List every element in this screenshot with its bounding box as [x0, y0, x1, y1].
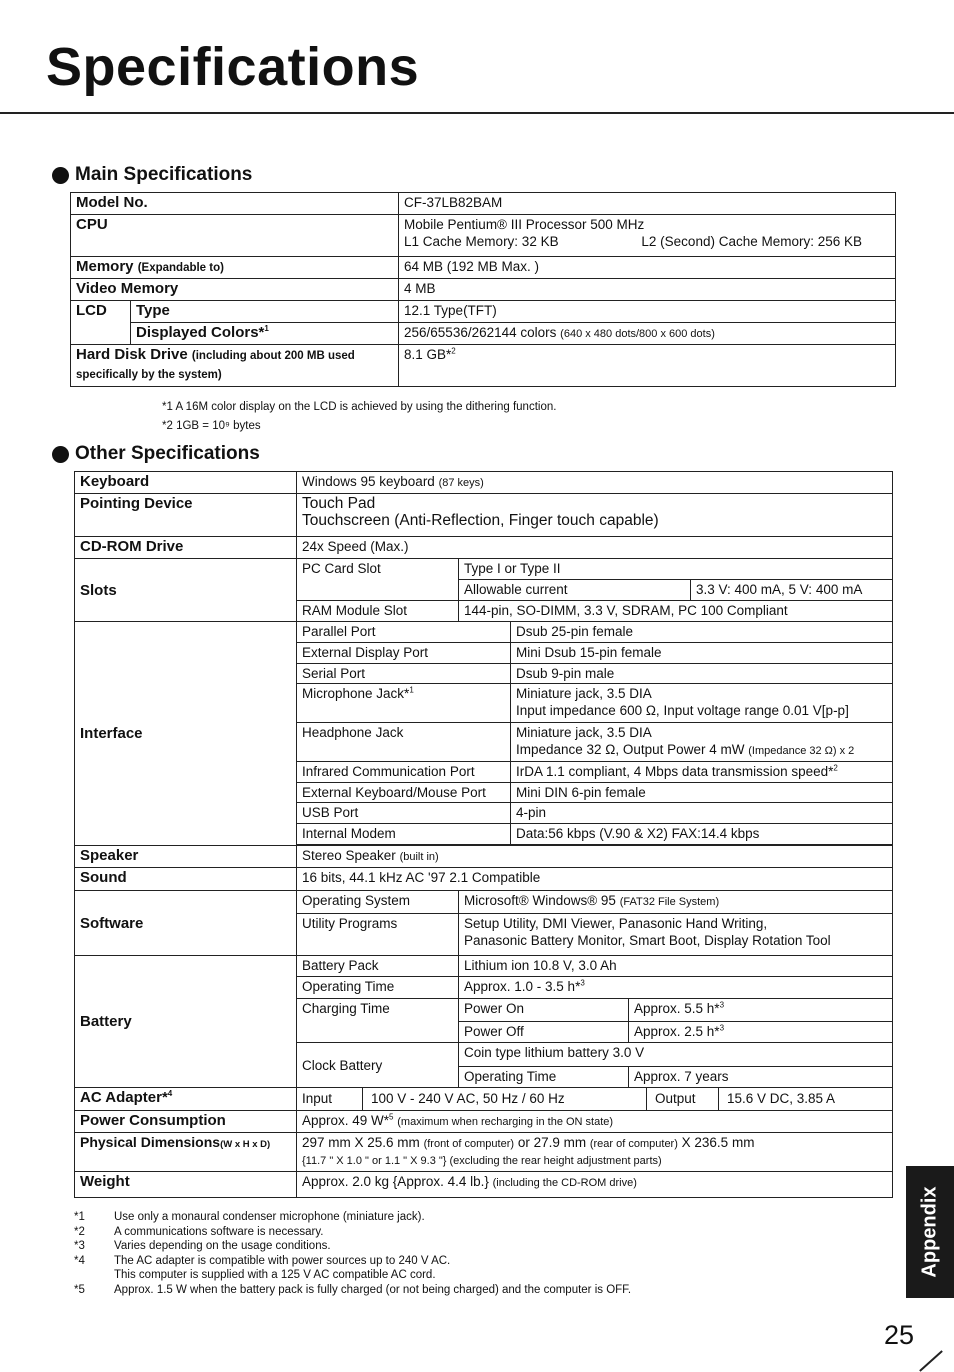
- footnote-mark: *4: [74, 1254, 85, 1267]
- clock-operating-time-label: Operating Time: [459, 1067, 629, 1088]
- footnote-mark: *2: [74, 1225, 85, 1238]
- dimensions-value-1-note1: (front of computer): [423, 1138, 515, 1150]
- os-label: Operating System: [297, 891, 459, 914]
- weight-value: [297, 1172, 893, 1198]
- clock-operating-time-value: Approx. 7 years: [629, 1067, 893, 1088]
- lcd-type-value: 12.1 Type(TFT): [399, 301, 896, 323]
- other-specs-heading-text: Other Specifications: [75, 443, 260, 464]
- footnote-text: Use only a monaural condenser microphone (miniature jack).: [114, 1211, 425, 1223]
- page-number: 25: [884, 1320, 915, 1350]
- displayed-colors-label-text: Displayed Colors*: [136, 324, 265, 341]
- serial-port-label: Serial Port: [297, 664, 511, 684]
- footnote-text: Varies depending on the usage conditions.: [114, 1240, 331, 1253]
- microphone-jack-label: [297, 684, 511, 723]
- parallel-port-value: Dsub 25-pin female: [511, 622, 893, 643]
- operating-time-value: [459, 977, 893, 999]
- model-label: Model No.: [71, 193, 399, 215]
- power-consumption-value: [297, 1111, 893, 1133]
- ac-adapter-label-text: AC Adapter*: [80, 1089, 168, 1106]
- utility-programs-value: [459, 914, 893, 956]
- operating-time-value-text: Approx. 1.0 - 3.5 h*: [464, 979, 581, 994]
- displayed-colors-value: [399, 323, 896, 345]
- serial-port-value: Dsub 9-pin male: [511, 664, 893, 684]
- power-on-sup: 3: [719, 1000, 725, 1010]
- utility-programs-value-1: Setup Utility, DMI Viewer, Panasonic Hand Writing,: [464, 916, 768, 931]
- appendix-side-tab-label: Appendix: [918, 1186, 941, 1278]
- power-off-value: [629, 1022, 893, 1043]
- title-divider: [0, 112, 954, 114]
- pc-card-label: PC Card Slot: [297, 559, 459, 601]
- memory-value: 64 MB (192 MB Max. ): [399, 257, 896, 279]
- headphone-jack-value-1: Miniature jack, 3.5 DIA: [516, 725, 652, 740]
- sound-value: 16 bits, 44.1 kHz AC '97 2.1 Compatible: [297, 868, 893, 891]
- pointing-device-label: Pointing Device: [75, 494, 297, 537]
- dimensions-value-1-mid: or 27.9 mm: [517, 1135, 587, 1150]
- pointing-device-value: [297, 494, 893, 537]
- ac-adapter-label: [75, 1088, 297, 1111]
- footnote-text: Approx. 1.5 W when the battery pack is fully charged (or not being charged) and the computer is OFF.: [114, 1283, 632, 1296]
- model-value: CF-37LB82BAM: [399, 193, 896, 215]
- headphone-jack-value-2: Impedance 32 Ω, Output Power 4 mW: [516, 742, 745, 757]
- cpu-line1: Mobile Pentium® III Processor 500 MHz: [404, 217, 645, 232]
- speaker-value: [297, 846, 893, 868]
- memory-label-note: (Expandable to): [137, 262, 224, 274]
- main-specs-heading-text: Main Specifications: [75, 164, 253, 185]
- operating-time-label: Operating Time: [297, 977, 459, 999]
- main-specs-table: [70, 192, 896, 387]
- hdd-label: [71, 345, 399, 387]
- ext-display-value: Mini Dsub 15-pin female: [511, 643, 893, 664]
- other-specs-table: [74, 471, 893, 1198]
- weight-label: Weight: [75, 1172, 297, 1198]
- utility-programs-label: Utility Programs: [297, 914, 459, 956]
- infrared-port-value-text: IrDA 1.1 compliant, 4 Mbps data transmission speed*: [516, 764, 834, 779]
- footnote-text: The AC adapter is compatible with power sources up to 240 V AC.: [114, 1254, 451, 1267]
- main-footnote-2-text: 1GB = 10⁹ bytes: [176, 420, 261, 432]
- dimensions-label-text: Physical Dimensions: [80, 1134, 221, 1150]
- main-footnote-2-mark: *2: [162, 420, 173, 432]
- battery-label: Battery: [75, 956, 297, 1088]
- other-specs-heading: [52, 443, 260, 465]
- footnote-mark: *1: [74, 1211, 85, 1223]
- usb-port-value: 4-pin: [511, 803, 893, 824]
- os-value-text: Microsoft® Windows® 95: [464, 893, 616, 908]
- infrared-port-label: Infrared Communication Port: [297, 762, 511, 783]
- footnote-mark: *5: [74, 1283, 85, 1296]
- allowable-current-value: 3.3 V: 400 mA, 5 V: 400 mA: [691, 580, 893, 601]
- lcd-label: LCD: [71, 301, 131, 345]
- footnote-mark: [74, 1268, 114, 1283]
- memory-label-text: Memory: [76, 258, 134, 275]
- microphone-jack-value-2: Input impedance 600 Ω, Input voltage range 0.01 V[p-p]: [516, 703, 849, 718]
- power-consumption-value-text: Approx. 49 W*: [302, 1113, 390, 1128]
- footnote-mark: *3: [74, 1240, 85, 1253]
- appendix-side-tab: [906, 1166, 954, 1298]
- weight-value-note: (including the CD-ROM drive): [492, 1177, 637, 1189]
- ram-slot-label: RAM Module Slot: [297, 601, 459, 622]
- keyboard-value-text: Windows 95 keyboard: [302, 474, 435, 489]
- microphone-jack-sup: 1: [409, 685, 414, 695]
- footnote-text: This computer is supplied with a 125 V AC compatible AC cord.: [114, 1269, 436, 1282]
- microphone-jack-label-text: Microphone Jack*: [302, 686, 410, 701]
- cdrom-value: 24x Speed (Max.): [297, 537, 893, 559]
- video-memory-label: Video Memory: [71, 279, 399, 301]
- cpu-value: [399, 215, 896, 257]
- displayed-colors-value-text: 256/65536/262144 colors: [404, 325, 557, 340]
- power-off-label: Power Off: [459, 1022, 629, 1043]
- power-on-value: [629, 999, 893, 1022]
- displayed-colors-sup: 1: [264, 324, 269, 333]
- microphone-jack-value-1: Miniature jack, 3.5 DIA: [516, 686, 652, 701]
- power-on-label: Power On: [459, 999, 629, 1022]
- displayed-colors-label: [131, 323, 399, 345]
- hdd-label-text: Hard Disk Drive: [76, 346, 188, 363]
- dimensions-value-1-end: X 236.5 mm: [681, 1135, 755, 1150]
- dimensions-value: [297, 1133, 893, 1172]
- pointing-device-touchscreen: Touchscreen (Anti-Reflection, Finger touch capable): [302, 512, 659, 529]
- os-value-note: (FAT32 File System): [619, 896, 720, 908]
- usb-port-label: USB Port: [297, 803, 511, 824]
- cpu-l1-cache: L1 Cache Memory: 32 KB: [404, 234, 559, 249]
- hdd-value-sup: 2: [451, 346, 456, 356]
- main-footnote-1-mark: *1: [162, 401, 173, 413]
- hdd-label-note1: (including about 200 MB used: [191, 350, 355, 362]
- ac-output-value: 15.6 V DC, 3.85 A: [727, 1091, 836, 1106]
- headphone-jack-label: Headphone Jack: [297, 723, 511, 762]
- page-title: Specifications: [46, 37, 420, 97]
- infrared-port-value: [511, 762, 893, 783]
- keyboard-value-note: (87 keys): [438, 477, 484, 489]
- keyboard-value: [297, 472, 893, 494]
- speaker-label: Speaker: [75, 846, 297, 868]
- charging-time-label: Charging Time: [297, 999, 459, 1043]
- parallel-port-label: Parallel Port: [297, 622, 511, 643]
- main-specs-heading: [52, 164, 252, 186]
- dimensions-value-1: 297 mm X 25.6 mm: [302, 1135, 420, 1150]
- main-footnotes: [162, 398, 556, 436]
- headphone-jack-value: [511, 723, 893, 762]
- sound-label: Sound: [75, 868, 297, 891]
- ext-keyboard-port-value: Mini DIN 6-pin female: [511, 783, 893, 803]
- power-off-value-text: Approx. 2.5 h*: [634, 1024, 720, 1039]
- other-footnotes: [74, 1210, 631, 1298]
- dimensions-value-1-note2: (rear of computer): [589, 1138, 678, 1150]
- allowable-current-label: Allowable current: [459, 580, 691, 601]
- cdrom-label: CD-ROM Drive: [75, 537, 297, 559]
- speaker-value-text: Stereo Speaker: [302, 848, 396, 863]
- power-off-sup: 3: [719, 1023, 725, 1033]
- cpu-label: CPU: [71, 215, 399, 257]
- bullet-icon: [52, 167, 69, 184]
- ext-keyboard-port-label: External Keyboard/Mouse Port: [297, 783, 511, 803]
- os-value: [459, 891, 893, 914]
- clock-battery-label: Clock Battery: [297, 1043, 459, 1088]
- pc-card-type: Type I or Type II: [459, 559, 893, 580]
- ac-adapter-value: [297, 1088, 893, 1111]
- slots-label: Slots: [75, 559, 297, 622]
- dimensions-value-2: {11.7 " X 1.0 " or 1.1 " X 9.3 "} (excluding the rear height adjustment parts): [302, 1155, 662, 1167]
- interface-label: Interface: [75, 622, 297, 846]
- video-memory-value: 4 MB: [399, 279, 896, 301]
- ram-slot-value: 144-pin, SO-DIMM, 3.3 V, SDRAM, PC 100 Compliant: [459, 601, 893, 622]
- ac-output-label: Output: [647, 1088, 719, 1110]
- microphone-jack-value: [511, 684, 893, 723]
- internal-modem-value: Data:56 kbps (V.90 & X2) FAX:14.4 kbps: [511, 824, 893, 845]
- lcd-type-label: Type: [131, 301, 399, 323]
- dimensions-label: [75, 1133, 297, 1172]
- page-corner-mark: [919, 1350, 943, 1372]
- pointing-device-touchpad: Touch Pad: [302, 495, 376, 512]
- cpu-l2-cache: L2 (Second) Cache Memory: 256 KB: [641, 234, 863, 249]
- hdd-value-text: 8.1 GB*: [404, 347, 452, 362]
- ac-input-value: 100 V - 240 V AC, 50 Hz / 60 Hz: [363, 1088, 647, 1110]
- ext-display-label: External Display Port: [297, 643, 511, 664]
- memory-label: [71, 257, 399, 279]
- battery-pack-value: Lithium ion 10.8 V, 3.0 Ah: [459, 956, 893, 977]
- power-consumption-sup: 5: [389, 1112, 394, 1122]
- main-footnote-1-text: A 16M color display on the LCD is achieved by using the dithering function.: [175, 401, 557, 413]
- operating-time-sup: 3: [580, 978, 585, 988]
- keyboard-label: Keyboard: [75, 472, 297, 494]
- power-consumption-label: Power Consumption: [75, 1111, 297, 1133]
- infrared-port-sup: 2: [833, 763, 838, 773]
- software-label: Software: [75, 891, 297, 956]
- utility-programs-value-2: Panasonic Battery Monitor, Smart Boot, Display Rotation Tool: [464, 933, 831, 948]
- weight-value-text: Approx. 2.0 kg {Approx. 4.4 lb.}: [302, 1174, 489, 1189]
- hdd-value: [399, 345, 896, 387]
- ac-adapter-sup: 4: [167, 1089, 173, 1098]
- bullet-icon: [52, 446, 69, 463]
- power-consumption-note: (maximum when recharging in the ON state): [397, 1116, 614, 1128]
- battery-pack-label: Battery Pack: [297, 956, 459, 977]
- displayed-colors-value-note: (640 x 480 dots/800 x 600 dots): [560, 328, 715, 340]
- internal-modem-label: Internal Modem: [297, 824, 511, 845]
- clock-battery-value: Coin type lithium battery 3.0 V: [459, 1043, 893, 1067]
- dimensions-label-note: (W x H x D): [220, 1139, 271, 1150]
- power-on-value-text: Approx. 5.5 h*: [634, 1001, 720, 1016]
- hdd-label-note2: specifically by the system): [76, 369, 222, 381]
- headphone-jack-value-2-note: (Impedance 32 Ω) x 2: [748, 745, 855, 757]
- ac-input-label: Input: [297, 1088, 363, 1110]
- speaker-value-note: (built in): [399, 851, 439, 863]
- footnote-text: A communications software is necessary.: [114, 1225, 324, 1238]
